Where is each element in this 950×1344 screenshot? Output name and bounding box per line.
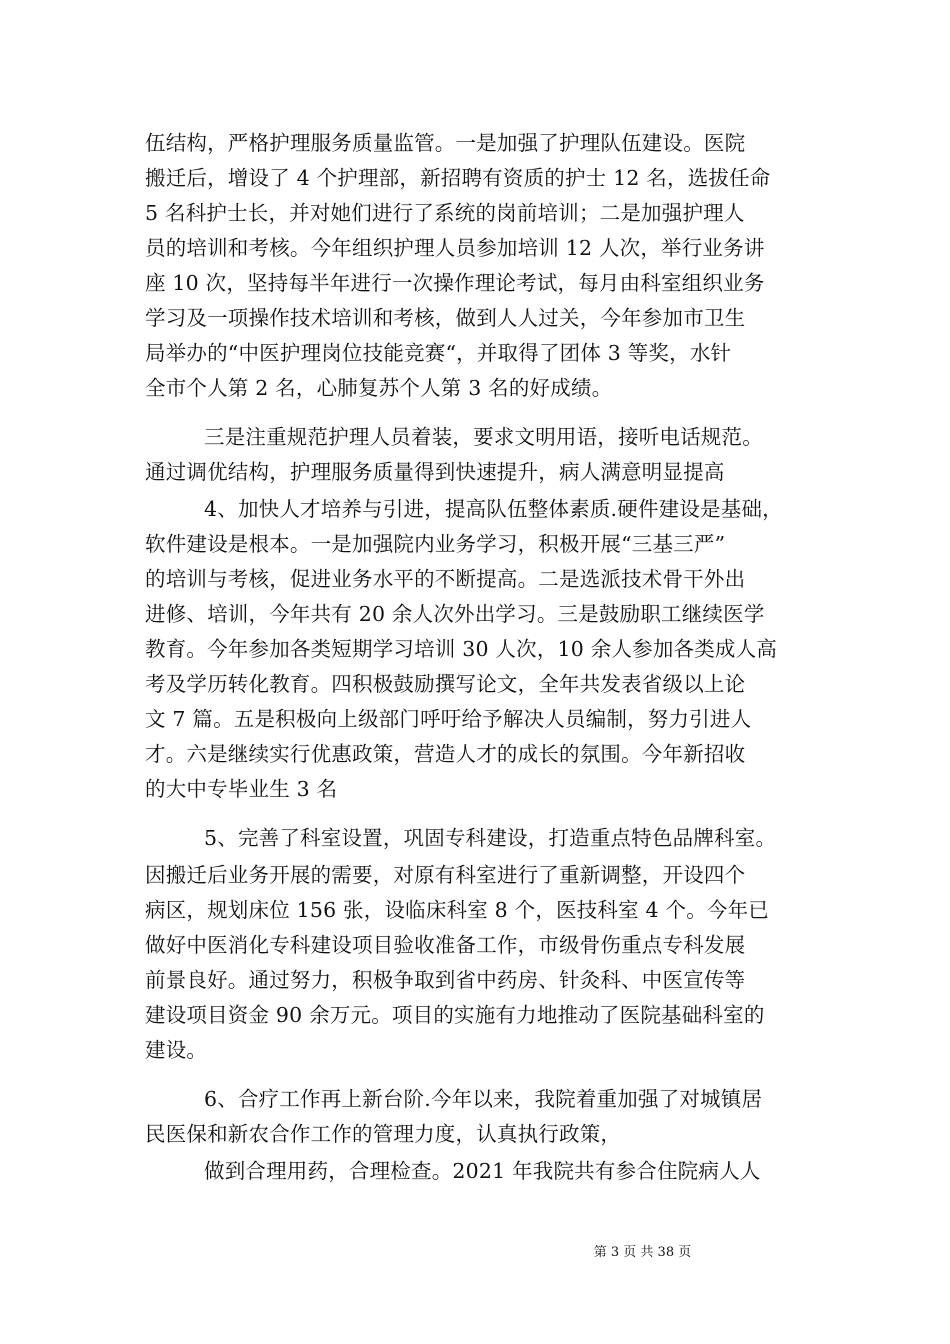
body-text-line: 搬迁后，增设了 4 个护理部，新招聘有资质的护士 12 名，选拔任命 xyxy=(145,166,771,190)
body-text-line: 教育。今年参加各类短期学习培训 30 人次，10 余人参加各类成人高 xyxy=(145,637,778,661)
body-text-line: 软件建设是根本。一是加强院内业务学习，积极开展“三基三严” xyxy=(145,532,726,556)
body-text-line: 伍结构，严格护理服务质量监管。一是加强了护理队伍建设。医院 xyxy=(145,131,746,155)
body-text-line: 学习及一项操作技术培训和考核，做到人人过关，今年参加市卫生 xyxy=(145,306,746,330)
body-text-line: 考及学历转化教育。四积极鼓励撰写论文，全年共发表省级以上论 xyxy=(145,672,746,696)
body-text-line: 通过调优结构，护理服务质量得到快速提升，病人满意明显提高 xyxy=(145,460,725,484)
paragraph-first-line: 做到合理用药，合理检查。2021 年我院共有参合住院病人人 xyxy=(204,1159,761,1183)
body-text-line: 民医保和新农合作工作的管理力度，认真执行政策， xyxy=(145,1122,622,1146)
paragraph-first-line: 4、加快人才培养与引进，提高队伍整体素质.硬件建设是基础， xyxy=(204,497,783,521)
body-text-line: 文 7 篇。五是积极向上级部门呼吁给予解决人员编制，努力引进人 xyxy=(145,707,752,731)
body-text-line: 的培训与考核，促进业务水平的不断提高。二是选派技术骨干外出 xyxy=(145,567,746,591)
body-text-line: 才。六是继续实行优惠政策，营造人才的成长的氛围。今年新招收 xyxy=(145,742,746,766)
body-text-line: 因搬迁后业务开展的需要，对原有科室进行了重新调整，开设四个 xyxy=(145,863,746,887)
page-number-footer: 第 3 页 共 38 页 xyxy=(593,1245,692,1260)
body-text-line: 5 名科护士长，并对她们进行了系统的岗前培训；二是加强护理人 xyxy=(145,201,745,225)
body-text-line: 前景良好。通过努力，积极争取到省中药房、针灸科、中医宣传等 xyxy=(145,968,746,992)
paragraph-first-line: 三是注重规范护理人员着装，要求文明用语，接听电话规范。 xyxy=(204,425,763,449)
body-text-line: 进修、培训，今年共有 20 余人次外出学习。三是鼓励职工继续医学 xyxy=(145,602,765,626)
body-text-line: 病区，规划床位 156 张，设临床科室 8 个，医技科室 4 个。今年已 xyxy=(145,898,770,922)
body-text-line: 建设。 xyxy=(145,1038,208,1062)
body-text-line: 全市个人第 2 名，心肺复苏个人第 3 名的好成绩。 xyxy=(145,376,613,400)
body-text-line: 员的培训和考核。今年组织护理人员参加培训 12 人次，举行业务讲 xyxy=(145,236,765,260)
paragraph-first-line: 5、完善了科室设置，巩固专科建设，打造重点特色品牌科室。 xyxy=(204,826,777,850)
body-text-line: 建设项目资金 90 余万元。项目的实施有力地推动了医院基础科室的 xyxy=(145,1003,765,1027)
body-text-line: 做好中医消化专科建设项目验收准备工作，市级骨伤重点专科发展 xyxy=(145,933,746,957)
body-text-line: 的大中专毕业生 3 名 xyxy=(145,777,338,801)
body-text-line: 座 10 次，坚持每半年进行一次操作理论考试，每月由科室组织业务 xyxy=(145,271,765,295)
paragraph-first-line: 6、合疗工作再上新台阶.今年以来，我院着重加强了对城镇居 xyxy=(204,1087,763,1111)
body-text-line: 局举办的“中医护理岗位技能竞赛“，并取得了团体 3 等奖，水针 xyxy=(145,341,732,365)
